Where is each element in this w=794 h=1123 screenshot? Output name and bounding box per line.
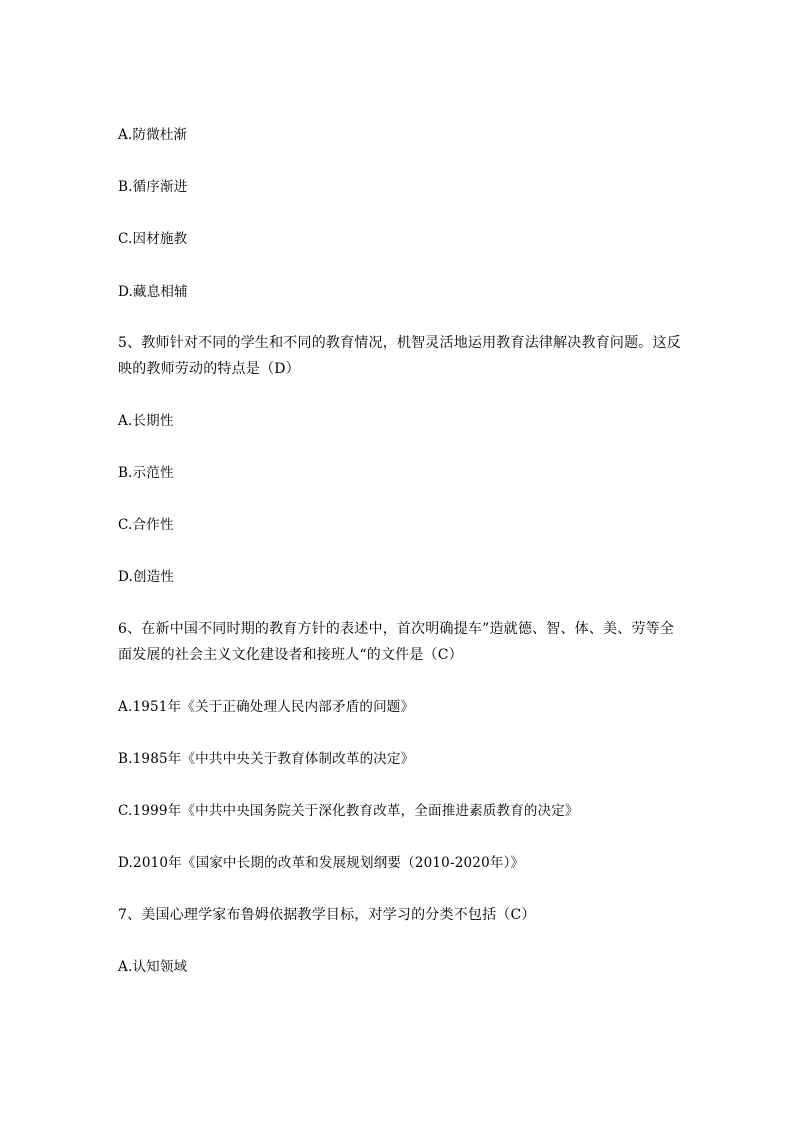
q7-stem-line1: 7、美国心理学家布鲁姆依据教学目标，对学习的分类不包括（C） [118, 907, 536, 923]
q6-option-c: C.1999年《中共中央国务院关于深化教育改革，全面推进素质教育的决定》 [118, 803, 579, 819]
q7-option-a: A.认知领域 [118, 959, 188, 975]
q5-stem-line2: 映的教师劳动的特点是（D） [118, 361, 300, 377]
q5-option-a: A.长期性 [118, 413, 174, 429]
q5-option-c: C.合作性 [118, 517, 174, 533]
q5-option-d: D.创造性 [118, 569, 175, 585]
q4-option-d: D.藏息相辅 [118, 284, 188, 300]
q6-option-d: D.2010年《国家中长期的改革和发展规划纲要（2010-2020年）》 [118, 855, 525, 871]
q6-option-a: A.1951年《关于正确处理人民内部矛盾的问题》 [118, 699, 415, 715]
q5-stem-line1: 5、教师针对不同的学生和不同的教育情况，机智灵活地运用教育法律解决教育问题。这反 [118, 335, 681, 351]
q6-stem-line1: 6、在新中国不同时期的教育方针的表述中，首次明确提车”造就德、智、体、美、劳等全 [118, 621, 675, 637]
q6-stem-line2: 面发展的社会主义文化建设者和接班人“的文件是（C） [118, 647, 463, 663]
q4-option-a: A.防微杜渐 [118, 127, 188, 143]
q4-option-c: C.因材施教 [118, 231, 188, 247]
q6-option-b: B.1985年《中共中央关于教育体制改革的决定》 [118, 751, 415, 767]
q5-option-b: B.示范性 [118, 465, 174, 481]
q4-option-b: B.循序渐进 [118, 179, 188, 195]
